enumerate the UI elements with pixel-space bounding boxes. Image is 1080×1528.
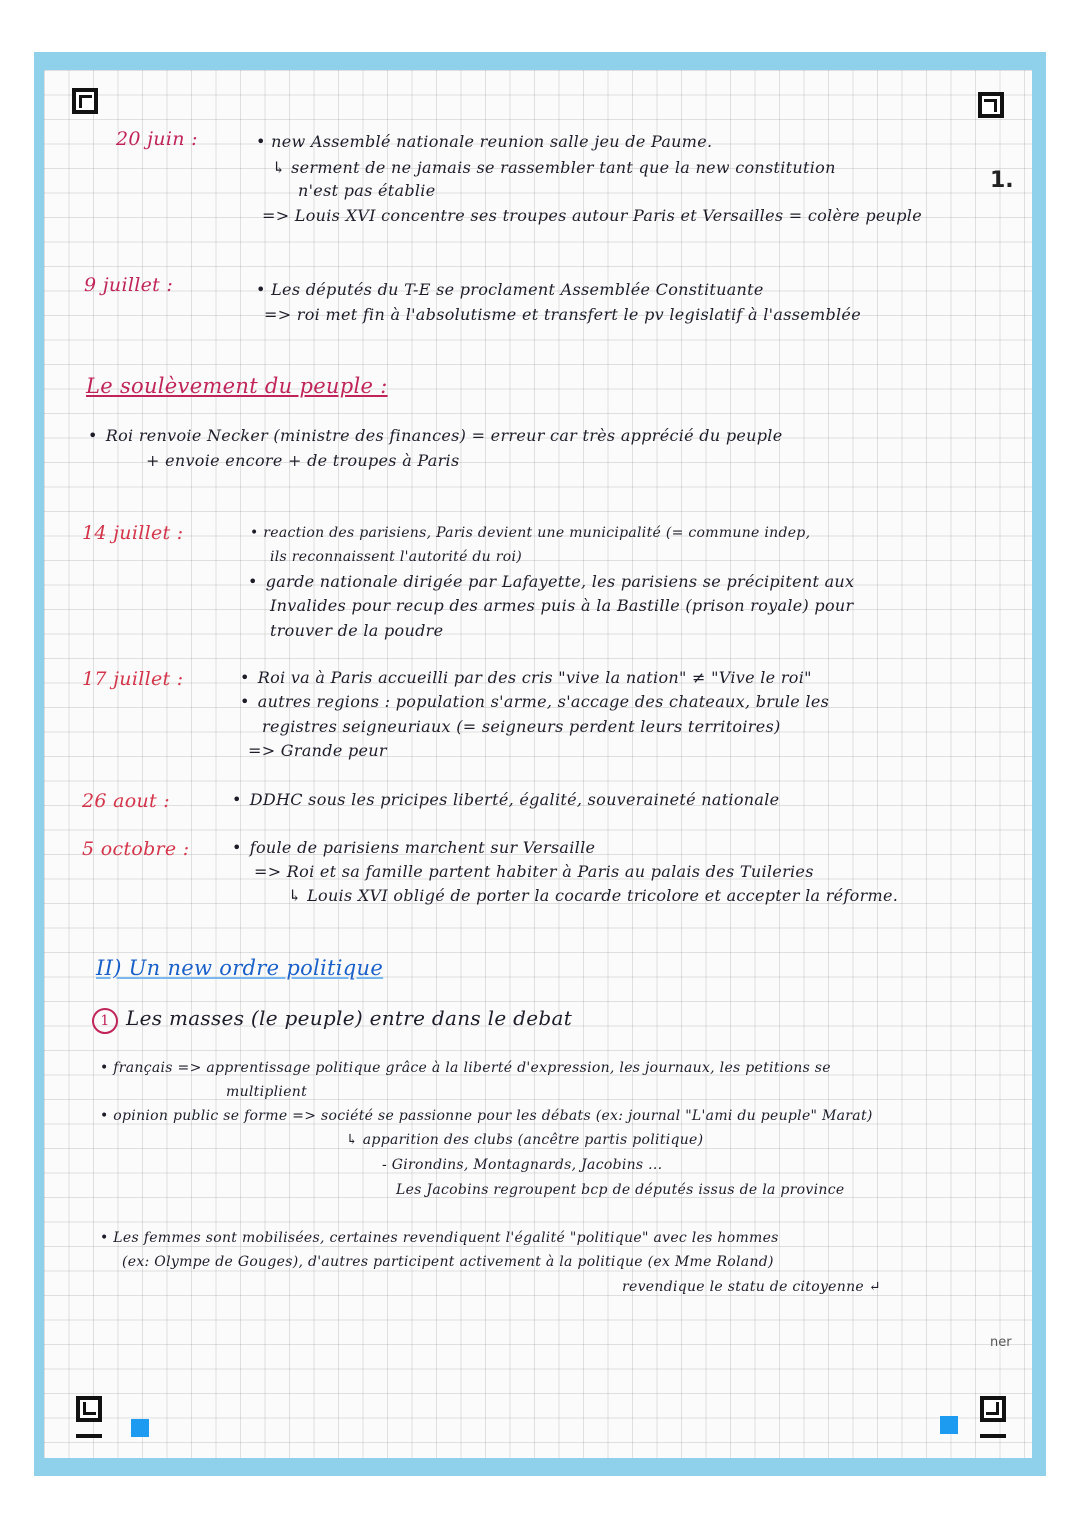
note-line: ↳ Louis XVI obligé de porter la cocarde tricolore et accepter la réforme. [288, 886, 899, 905]
blue-marker-icon [131, 1419, 149, 1437]
date-17-juillet: 17 juillet : [82, 668, 184, 690]
corner-marker-icon [72, 88, 98, 114]
note-line: • reaction des parisiens, Paris devient une municipalité (= commune indep, [250, 525, 811, 541]
number-circle-icon: 1 [92, 1008, 118, 1034]
note-line: • Roi va à Paris accueilli par des cris "vive la nation" ≠ "Vive le roi" [240, 668, 812, 687]
subsection-title: Les masses (le peuple) entre dans le debat [126, 1006, 573, 1030]
subsection-heading [92, 1006, 572, 1034]
note-line: • opinion public se forme => société se passionne pour les débats (ex: journal "L'ami du peuple" Marat) [100, 1108, 873, 1124]
note-line: => Louis XVI concentre ses troupes autour Paris et Versailles = colère peuple [262, 206, 922, 225]
corner-tick [76, 1434, 102, 1438]
date-14-juillet: 14 juillet : [82, 522, 184, 544]
note-line: - Girondins, Montagnards, Jacobins ... [382, 1157, 663, 1173]
note-line: revendique le statu de citoyenne ↵ [622, 1279, 881, 1295]
note-line: ils reconnaissent l'autorité du roi) [270, 549, 523, 565]
corner-tick [980, 1434, 1006, 1438]
note-line: • new Assemblé nationale reunion salle jeu de Paume. [256, 132, 713, 151]
note-line: • autres regions : population s'arme, s'accage des chateaux, brule les [240, 692, 829, 711]
note-line: • Les députés du T-E se proclament Assemblée Constituante [256, 280, 764, 299]
grid-paper [44, 70, 1032, 1458]
note-line: => Grande peur [248, 741, 387, 760]
date-20-juin: 20 juin : [116, 128, 198, 150]
section-heading: II) Un new ordre politique [96, 956, 384, 980]
note-line: n'est pas établie [298, 181, 436, 200]
corner-marker-icon [980, 1396, 1006, 1422]
corner-marker-icon [978, 92, 1004, 118]
note-line: trouver de la poudre [270, 621, 444, 640]
corner-marker-icon [76, 1396, 102, 1422]
page-number: 1. [990, 168, 1014, 193]
note-line: • Roi renvoie Necker (ministre des finances) = erreur car très apprécié du peuple [88, 426, 782, 445]
date-26-aout: 26 aout : [82, 790, 170, 812]
note-line: • DDHC sous les pricipes liberté, égalité, souveraineté nationale [232, 790, 779, 809]
note-line: • français => apprentissage politique grâce à la liberté d'expression, les journaux, les petitions se [100, 1060, 831, 1076]
note-line: • foule de parisiens marchent sur Versaille [232, 838, 595, 857]
note-line: + envoie encore + de troupes à Paris [146, 451, 460, 470]
note-line: registres seigneuriaux (= seigneurs perdent leurs territoires) [262, 717, 781, 736]
note-line: Invalides pour recup des armes puis à la Bastille (prison royale) pour [270, 596, 854, 615]
note-line: ↳ serment de ne jamais se rassembler tant que la new constitution [272, 158, 836, 177]
note-line: • Les femmes sont mobilisées, certaines revendiquent l'égalité "politique" avec les hommes [100, 1230, 779, 1246]
note-line: • garde nationale dirigée par Lafayette, les parisiens se précipitent aux [248, 572, 854, 591]
note-line: multiplient [226, 1084, 308, 1100]
date-9-juillet: 9 juillet : [84, 274, 174, 296]
date-5-octobre: 5 octobre : [82, 838, 190, 860]
blue-marker-icon [940, 1416, 958, 1434]
note-line: Les Jacobins regroupent bcp de députés issus de la province [396, 1182, 845, 1198]
heading-soulevement: Le soulèvement du peuple : [86, 374, 388, 398]
fold-text: ner [990, 1335, 1012, 1350]
note-line: => Roi et sa famille partent habiter à Paris au palais des Tuileries [254, 862, 814, 881]
note-line: ↳ apparition des clubs (ancêtre partis politique) [346, 1132, 704, 1148]
note-line: => roi met fin à l'absolutisme et transfert le pv legislatif à l'assemblée [264, 305, 861, 324]
note-line: (ex: Olympe de Gouges), d'autres participent activement à la politique (ex Mme Roland) [122, 1254, 774, 1270]
